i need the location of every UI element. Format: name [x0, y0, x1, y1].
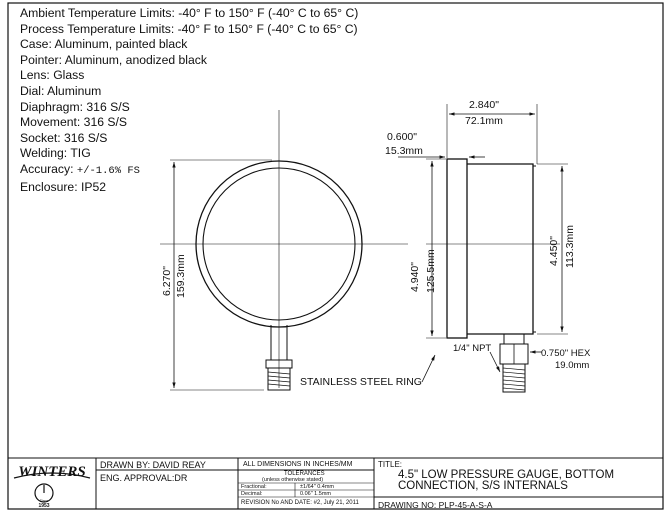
overall-mm-text: 159.3mm	[175, 254, 187, 298]
spec-ambient: Ambient Temperature Limits: -40° F to 150° F (-40° C to 65° C)	[20, 6, 359, 20]
logo-wordmark: WINTERS	[18, 464, 86, 480]
decimal-value: 0.06" 1.5mm	[300, 491, 331, 497]
logo-year-text: 1953	[38, 503, 50, 509]
spec-dial: Dial: Aluminum	[20, 83, 102, 98]
dial-inches-text: 4.940"	[409, 261, 421, 292]
ring-text: STAINLESS STEEL RING	[300, 376, 422, 388]
depth-mm-text: 72.1mm	[465, 115, 503, 127]
case-inches-text: 4.450"	[548, 235, 560, 266]
side-lens-bezel	[447, 159, 467, 338]
winters-logo	[14, 464, 90, 509]
side-thread-lines	[503, 368, 525, 390]
revision: REVISION No AND DATE: #2, July 21, 2011	[241, 500, 359, 506]
overall-inches-text: 6.270"	[161, 265, 173, 296]
drawing-title: 4.5" LOW PRESSURE GAUGE, BOTTOM CONNECTION, S/S INTERNALS	[398, 469, 615, 492]
tolerances-heading: TOLERANCES	[284, 471, 325, 477]
all-dimensions: ALL DIMENSIONS IN INCHES/MM	[243, 461, 353, 468]
dimension-labels	[161, 99, 591, 388]
hex-inches-text: 0.750" HEX	[541, 348, 591, 359]
spec-enclosure: Enclosure: IP52	[20, 179, 107, 194]
spec-socket: Socket: 316 S/S	[20, 130, 108, 145]
drawing-number: DRAWING NO: PLP-45-A-S-A	[378, 500, 493, 510]
spec-case: Case: Aluminum, painted black	[20, 37, 188, 52]
spec-accuracy-label: Accuracy:	[20, 161, 77, 176]
depth-inches-text: 2.840"	[469, 99, 500, 111]
npt-text: 1/4" NPT	[453, 343, 492, 354]
tolerances-note: (unless otherwise stated)	[262, 477, 324, 483]
dial-mm-text: 125.5mm	[425, 249, 437, 293]
logo-since-text: Since	[39, 499, 49, 503]
case-mm-text: 113.3mm	[564, 225, 576, 268]
spec-accuracy-value: +/-1.6% FS	[76, 164, 140, 177]
title-label: TITLE:	[378, 460, 403, 469]
lens-inches-text: 0.600"	[387, 131, 418, 143]
lens-mm-text: 15.3mm	[385, 145, 423, 157]
spec-pointer: Pointer: Aluminum, anodized black	[20, 52, 207, 67]
spec-movement: Movement: 316 S/S	[20, 115, 128, 130]
spec-lens: Lens: Glass	[20, 68, 85, 83]
ring-leader	[422, 355, 435, 382]
spec-welding: Welding: TIG	[20, 146, 91, 161]
hex-mm-text: 19.0mm	[555, 360, 590, 371]
spec-diaphragm: Diaphragm: 316 S/S	[20, 99, 130, 114]
eng-approval: ENG. APPROVAL:DR	[100, 473, 188, 483]
fractional-label: Fractional:	[241, 484, 267, 490]
drawn-by: DRAWN BY: DAVID REAY	[100, 460, 206, 470]
fractional-value: ±1/64" 0.4mm	[300, 484, 335, 490]
npt-leader	[490, 352, 500, 372]
side-case-body	[467, 164, 533, 334]
spec-process: Process Temperature Limits: -40° F to 150° F (-40° C to 65° C)	[20, 21, 358, 36]
decimal-label: Decimal:	[241, 491, 263, 497]
